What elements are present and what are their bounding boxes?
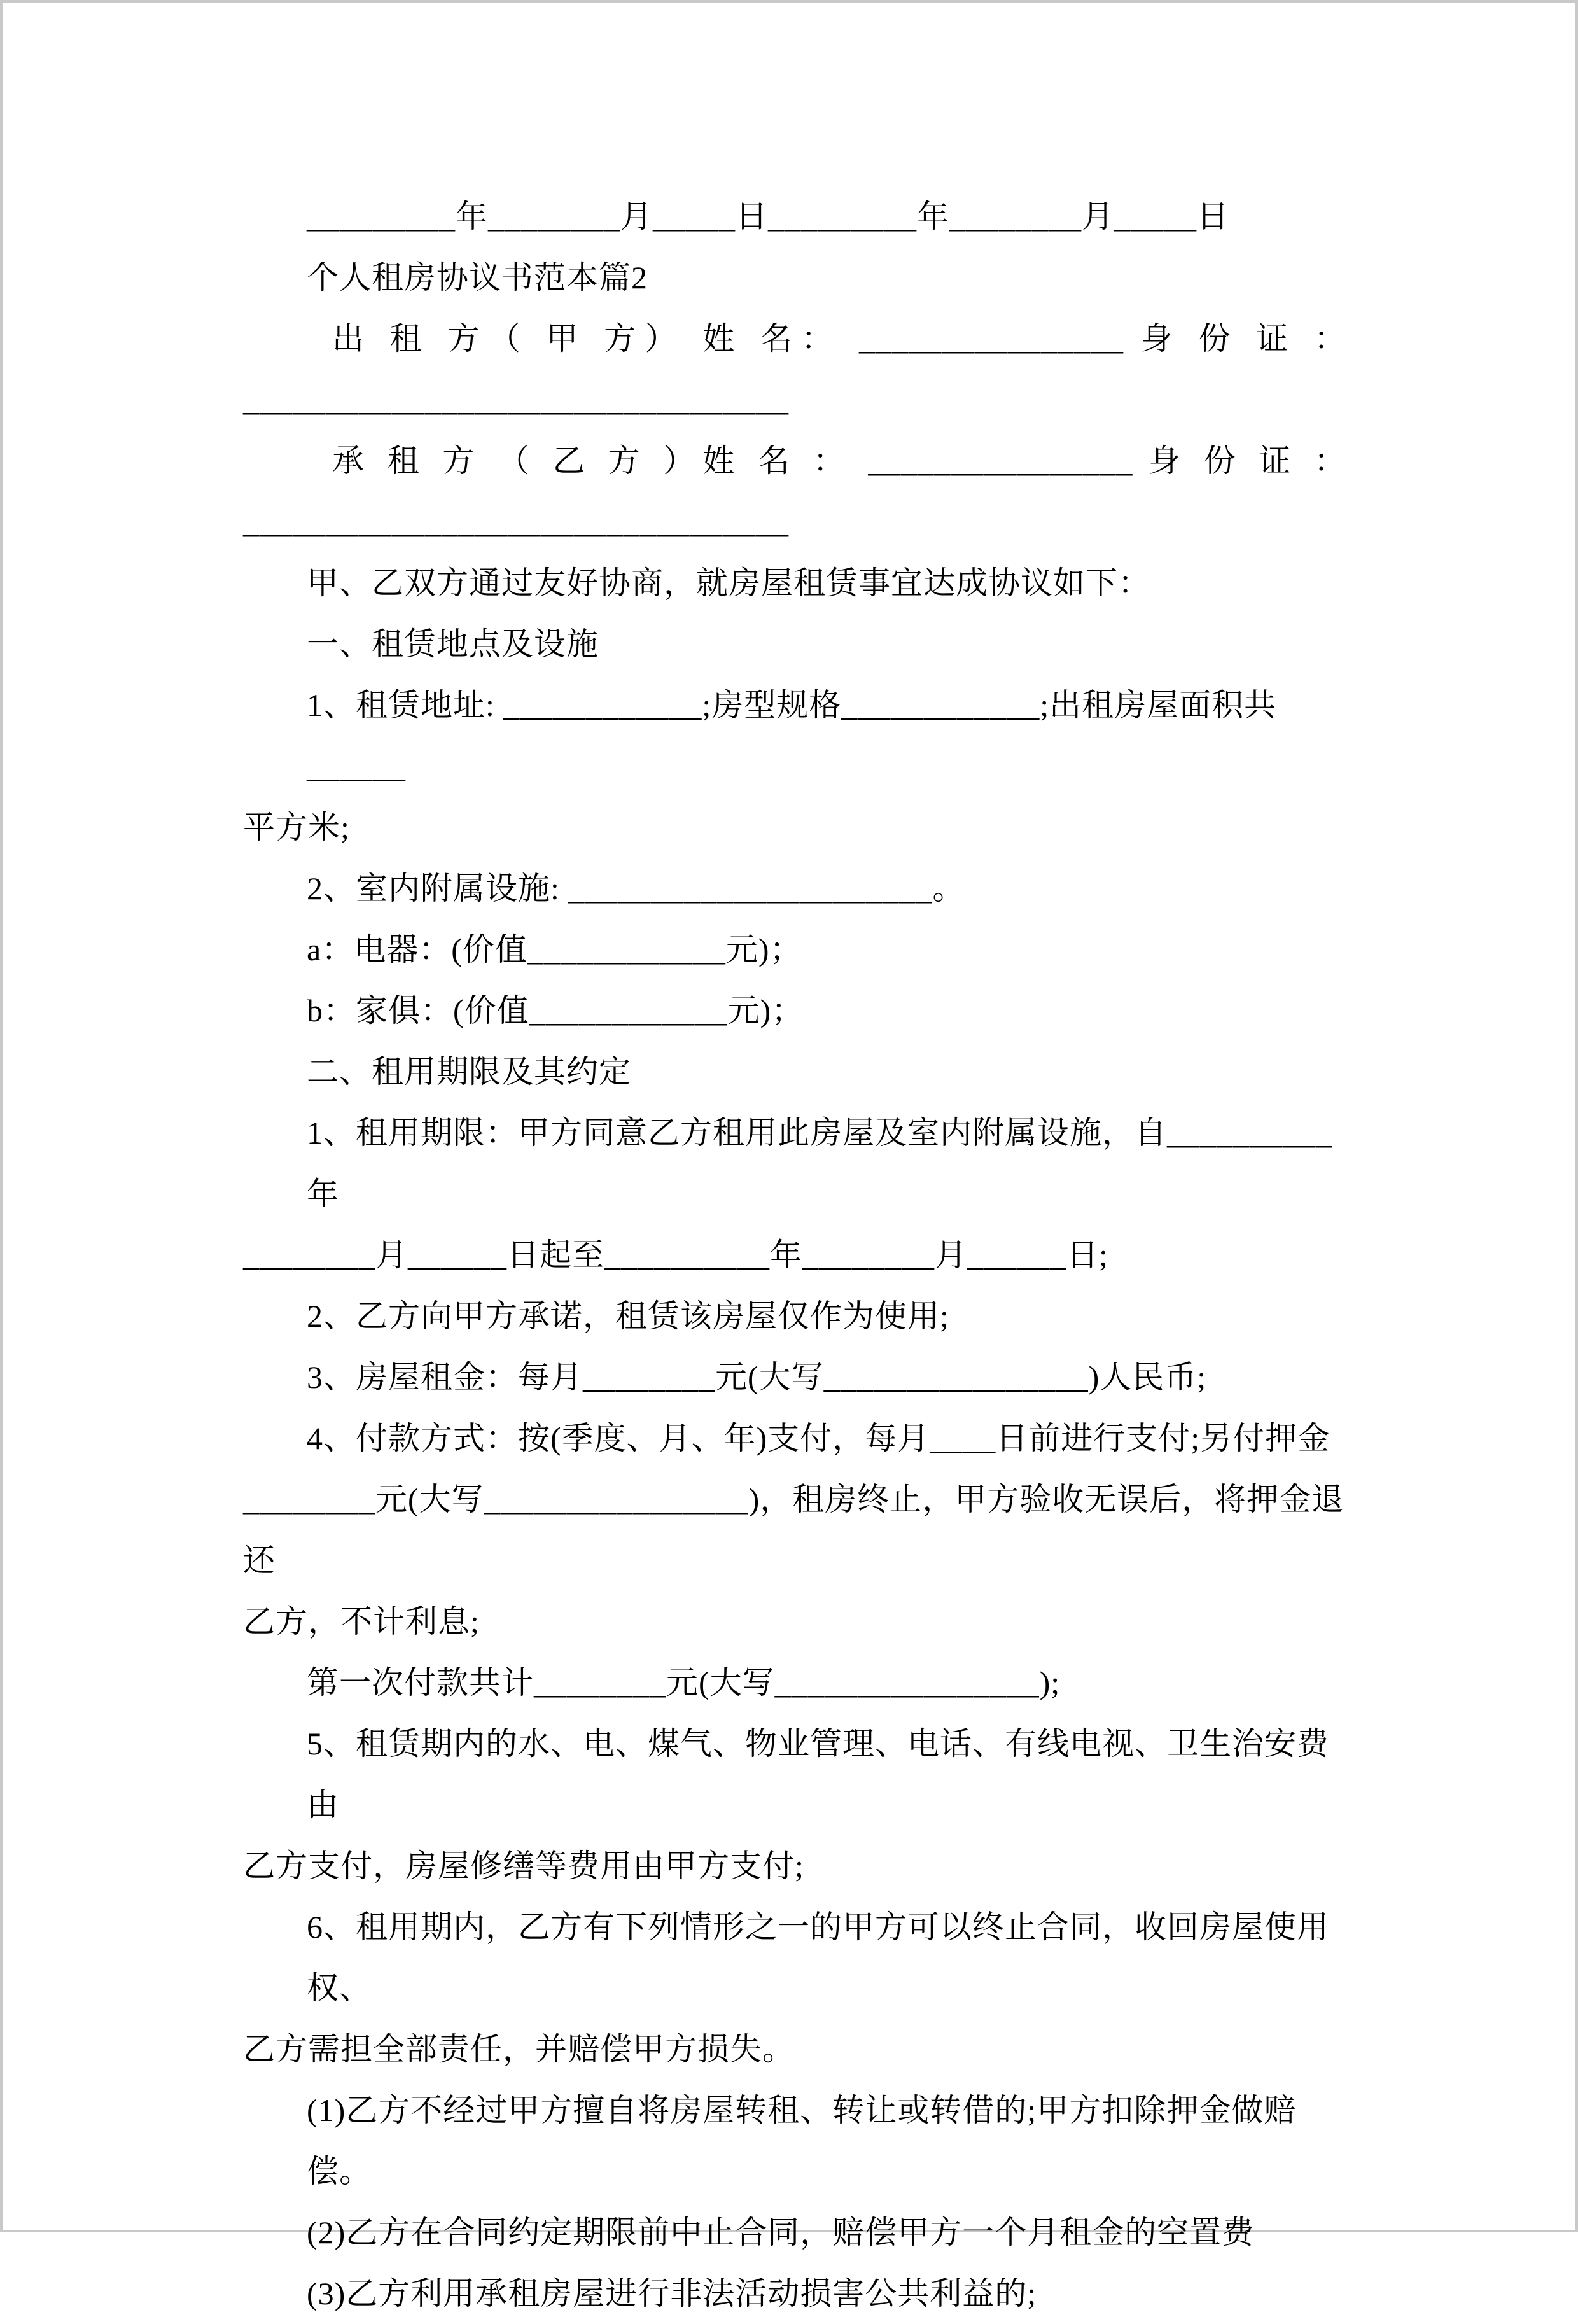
blank-underline: _________________________________ — [243, 504, 789, 540]
clause-continuation: 乙方，不计利息; — [243, 1604, 480, 1639]
clause-continuation: ________月______日起至__________年________月______日; — [243, 1237, 1108, 1273]
document-body — [243, 186, 1346, 2324]
lessor-line: 出 租 方（ 甲 方） 姓 名： ________________ 身 份 证 ： — [332, 321, 1346, 356]
section-title: 个人租房协议书范本篇2 — [307, 260, 648, 295]
clause: b：家俱：(价值____________元)； — [307, 993, 804, 1028]
clause: 1、租用期限：甲方同意乙方租用此房屋及室内附属设施，自__________年 — [307, 1115, 1332, 1212]
clause: a：电器：(价值____________元)； — [307, 932, 802, 967]
clause: 4、付款方式：按(季度、月、年)支付，每月____日前进行支付;另付押金 — [307, 1420, 1330, 1456]
preamble: 甲、乙双方通过友好协商，就房屋租赁事宜达成协议如下： — [307, 565, 1150, 601]
blank-underline: _________________________________ — [243, 382, 789, 417]
heading-two: 二、租用期限及其约定 — [307, 1054, 631, 1089]
clause: (1)乙方不经过甲方擅自将房屋转租、转让或转借的;甲方扣除押金做赔偿。 — [307, 2092, 1297, 2189]
clause: 3、房屋租金：每月________元(大写________________)人民币; — [307, 1359, 1207, 1395]
clause: 第一次付款共计________元(大写________________); — [307, 1665, 1061, 1700]
lessee-line: 承 租 方 （ 乙 方 ）姓 名 ： ________________ 身 份 证 ： — [332, 443, 1346, 479]
clause-continuation: ________元(大写________________)，租房终止，甲方验收无误后，将押金退还 — [243, 1481, 1344, 1578]
heading-one: 一、租赁地点及设施 — [307, 626, 599, 662]
clause-continuation: 乙方需担全部责任，并赔偿甲方损失。 — [243, 2031, 795, 2067]
date-line: _________年________月_____日_________年________月_____日 — [307, 199, 1229, 234]
clause: 5、租赁期内的水、电、煤气、物业管理、电话、有线电视、卫生治安费由 — [307, 1726, 1329, 1823]
clause: 2、乙方向甲方承诺，租赁该房屋仅作为使用; — [307, 1298, 949, 1334]
clause: (3)乙方利用承租房屋进行非法活动损害公共利益的; — [307, 2276, 1037, 2311]
clause: (2)乙方在合同约定期限前中止合同，赔偿甲方一个月租金的空置费 — [307, 2215, 1255, 2250]
clause: 1、租赁地址: ____________;房型规格____________;出租房屋面积共______ — [307, 687, 1277, 784]
clause-continuation: 乙方支付，房屋修缮等费用由甲方支付; — [243, 1848, 804, 1884]
clause-continuation: 平方米; — [243, 809, 350, 845]
clause: 6、租用期内，乙方有下列情形之一的甲方可以终止合同，收回房屋使用权、 — [307, 1909, 1329, 2006]
clause: 2、室内附属设施: ______________________。 — [307, 871, 965, 906]
